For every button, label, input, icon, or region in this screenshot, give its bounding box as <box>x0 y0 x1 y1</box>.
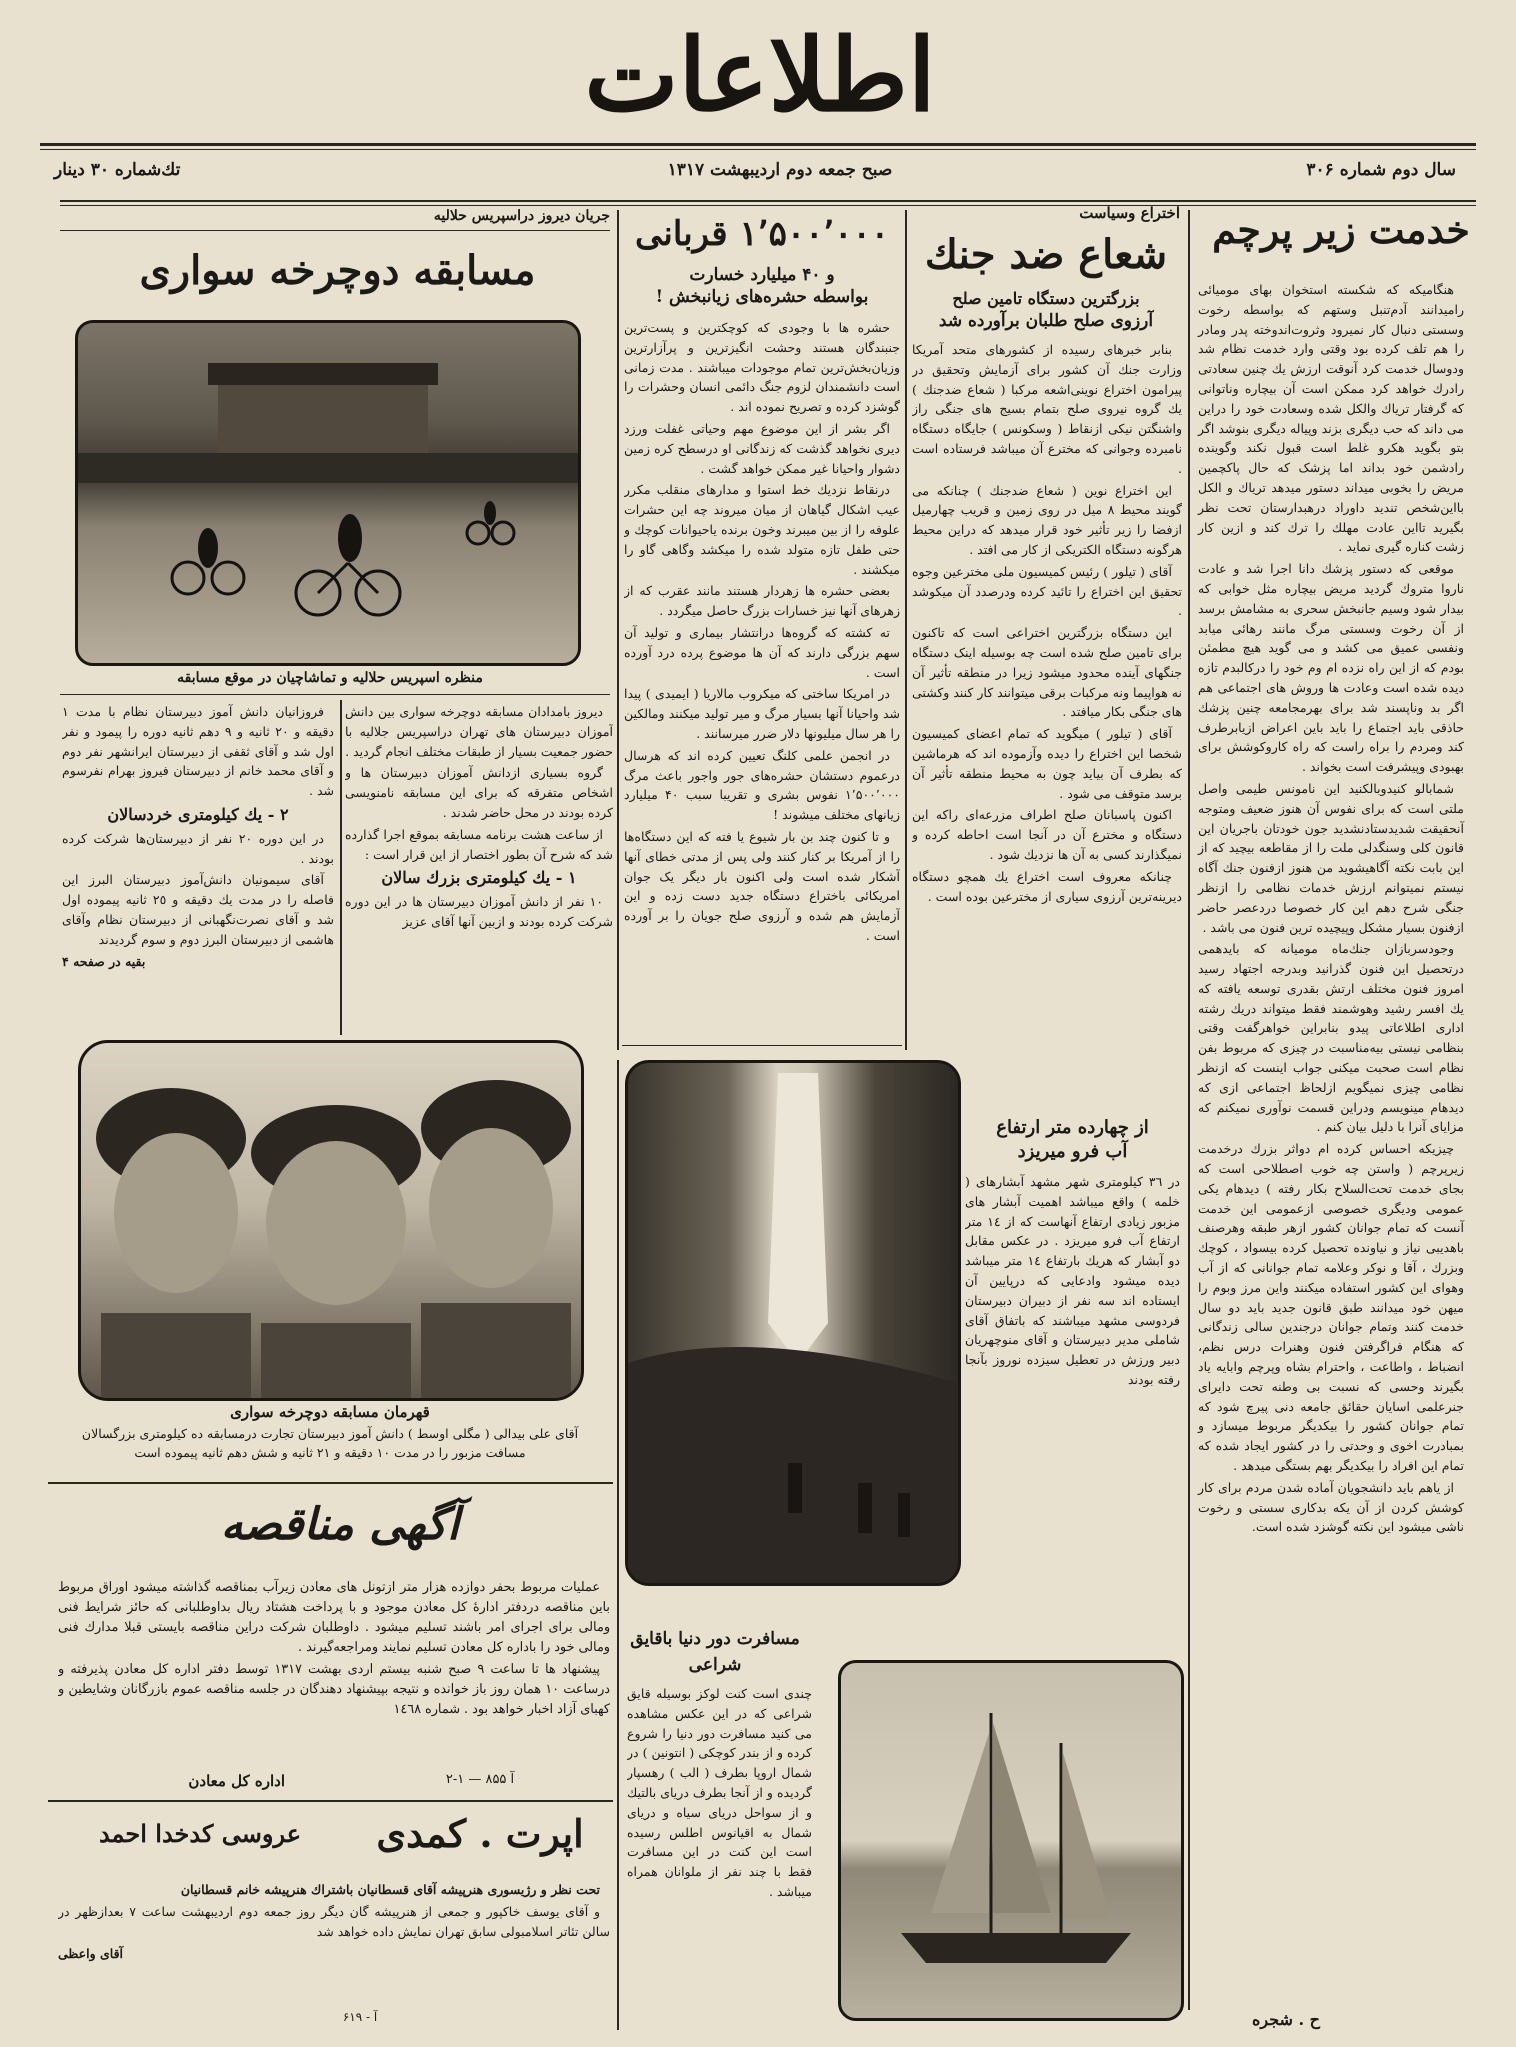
col4-paragraph: فروزانیان دانش آموز دبیرستان نظام با مدت ١ دقیقه و ٢٠ ثانیه و ٩ دهم ثانیه دوره را پیمود و نفر اول شد و آقای ثقفی از دبیرستان ایرانشهر نفر دوم و آقای محمد خانم از دبیرستان فیروز بهرام نفرسوم شد . <box>62 704 334 799</box>
col4-paragraph: دیروز بامدادان مسابقه دوچرخه سواری بین دانش آموزان دبیرستان های تهران دراسپریس جلالیه با حضور جمعیت بسیار از طبقات مختلف انجام گردید . <box>345 704 613 759</box>
dateline-issue: سال دوم شماره ۳۰۶ <box>1306 160 1456 180</box>
cycling-photo-art <box>78 323 578 663</box>
col1-signature: ح . شجره <box>1252 2010 1320 2029</box>
col4-subhead-2: ٢ - یك کیلومتری خردسالان <box>107 804 289 824</box>
col-rule-3 <box>617 210 619 1050</box>
dateline-rule <box>60 200 1476 202</box>
col1-paragraph: از یاهم باید دانشجویان آماده شدن مردم برای کار کوشش کردن از آن یکه بدکاری سستی و رخوت ناشی میشود این نکته گوشزد شده است. <box>1198 1479 1464 1535</box>
col3-paragraph: بعضی حشره ها زهردار هستند مانند عقرب که از زهرهای آنها نیز خسارات بزرگ حاصل میگردد . <box>624 583 900 619</box>
col2-paragraph: اکنون پاسبانان صلح اطراف مزرعه‌ای راکه این دستگاه و مخترع آن در آنجا است احاطه کرده و نمیگذارند کسی به آن ها نزدیك شود . <box>912 807 1182 862</box>
masthead-title: اطلاعات <box>584 16 936 134</box>
waterfall-photo-art <box>628 1063 958 1583</box>
col3-paragraph: اگر بشر از این موضوع مهم وحیاتی غفلت ورزد دیری نخواهد گذشت که زندگانی او درسطح کره زمین دشوار واحیانا غیر ممکن خواهد گشت . <box>624 420 900 476</box>
col2-paragraph: آقای ( تیلور ) میگوید که تمام اعضای کمیسیون شخصا این اختراع را دیده وآزموده اند که هرماشین که بطرف آن بیاید چون به محیط منطقه تأثیر آن برسد متوقف می شود . <box>912 726 1182 801</box>
col1-title: خدمت زیر پرچم <box>1212 207 1470 252</box>
waterfall-stream-shape <box>768 1073 828 1363</box>
col2-subhead-1: بزرگترین دستگاه تامین صلح <box>952 289 1140 308</box>
dateline <box>40 156 1476 186</box>
operetta-title-left: عروسی کدخدا احمد <box>98 1819 302 1848</box>
operetta-line: و آقای یوسف خاکپور و جمعی از هنرپیشه گان دیگر روز جمعه دوم اردیبهشت ساعت ٧ بعدازظهر در سالن تئاتر اسلامبولی سابق تهران نمایش داده خواهد شد <box>58 1904 610 1939</box>
col3-paragraph: حشره ها با وجودی که کوچکترین و پست‌ترین جنبندگان هستند وحشت انگیزترین و پرآزارترین وزیان‌بخش‌ترین تمام موجودات میباشند . مدت زمانی است دانشمندان لزوم جنگ دائمی انسان وحشرات را گوشزد کرده و تصریح نموده اند . <box>624 320 900 415</box>
col4-left-body <box>62 702 334 1032</box>
sail-shape-3 <box>1063 1753 1111 1918</box>
col1-paragraph: چیزیکه احساس کرده ام دواثر بزرك درخدمت زیرپرچم ( واستن چه خوب اصطلاحی است که بجای خدمت تحت‌السلاح بکار رفته ) دیدهام یکی عمومی ودیگری خصوصی ازعمومی این خدمت آنست که تمام جوانان کشور ازهر طبقه وهرصنف باهدیبی نیاز و نیاونده تحصیل کرده بیسواد ، کوچك وبزرك ، آقا و نوکر وعلامه تمام جوانانی که از آب وهوای این کشور استفاده میکنند واین مرز وبوم را میهن خود میدانند طبق قانون جدید باید دو سال خدمت کنند وتمام جوانان درجندين سالی زندگانی که هنگام فراگرفتن فنون وهنرات درس نظم، انضباط ، واطاعت ، واحترام بشاه وپرچم وابایه یاد بگیرند وحسی که نسبت بی وطنه تحت دایرای جنرعلمی اسایان حقائق جامعه دنی پیرچ شود که تمام جوانان کشور را بیکدیگر مربوط میسازد و بمبادرت اخوی و وحدتی را در کشور ایجاد شده که تمام این افراد را بیکدیگر بهم بستگی میدهد . <box>1198 1141 1464 1474</box>
dateline-rule-2 <box>60 205 1476 206</box>
col4-paragraph: گروه بسیاری ازدانش آموزان دبیرستان ها و اشخاص متفرقه که برای این مسابقه نامنویسی کرده بودند در محل حاضر شدند . <box>345 765 613 820</box>
waterfall-title-2: آب فرو میریزد <box>1017 1141 1128 1162</box>
face-shapes <box>114 1128 553 1305</box>
col1-paragraph: وجودسربازان جنك‌ماه مومیانه که بایدهمی درتحصیل این فنون گذرانید وبدرجه اجتهاد رسید امروز فنون مختلف ارتش بقدری توسعه یافته که یك افسر رشید وهوشمند فقط میتواند دریك رشته اداری اطلاعاتی پیدو بنابراین خواهرگفت وقتی بنظامی نیستی بیه‌مناسبت در چیزی که مربوط بفن نظام است صحبت میکنی جواب اینست که ازنظر نظامی چیزی نمیگویم ازلحاظ اجتماعی ازی که دیدهام مینویسم ودراین قسمت نوآوری نمیکنم که مزایای آنرا با دلیل بیان کنم . <box>1198 941 1464 1135</box>
tender-signature: اداره کل معادن <box>188 1772 285 1790</box>
grandstand-shape <box>218 385 428 455</box>
col3-paragraph: درنقاط نزدیك خط استوا و مدارهای منقلب مکرر عیب اشکال گیاهان از میان میروند چه این حشرات علوفه را از بین میبرند وخون برنده یاحیوانات کوچك و حتی طفل تازه متولد شده را میکشد وگاهی گاو را میکشند . <box>624 482 900 577</box>
waterfall-photo <box>625 1060 961 1586</box>
col2-paragraph: این اختراع نوین ( شعاع ضدجنك ) چنانکه می گویند محیط ٨ میل در روی زمین و قریب چهارمیل ازفضا را زیر تأثیر خود قرار میدهد که دراین محیط هرگونه دستگاه الکتریکی از کار می افتد . <box>912 482 1182 557</box>
tender-paragraph: پیشنهاد ها تا ساعت ٩ صبح شنبه بیستم اردی بهشت ١٣١٧ توسط دفتر اداره کل معادن پذیرفته و درساعت ١٠ همان روز باز خوانده و نتیجه بپیشنهاد دهندگان در جلسه مناقصه عموم بازرگانان وشایطین و کهبای آزاد اخبار خواهد بود . شماره ١٤٦٨ <box>58 1662 610 1717</box>
grandstand-roof-shape <box>208 363 438 385</box>
operetta-header <box>55 1812 610 1872</box>
col3-subhead-2: بواسطه حشره‌های زیانبخش ! <box>655 287 869 307</box>
col3-subhead-1: و ۴۰ میلیارد خسارت <box>689 265 835 285</box>
col3-paragraph: ته کشته که گروه‌ها درانتشار بیماری و تولید آن سهم بزرگی دارند که آن ها موضوع پرده درد آورده است . <box>624 624 900 680</box>
col4-caption-rule <box>60 694 610 695</box>
col3-bottom-rule <box>622 1045 902 1046</box>
col4-paragraph: آقای سیمونیان دانش‌آموز دبیرستان البرز این فاصله را در مدت یك دقیقه و ٢٥ ثانیه پیموده اول شد و آقای نصرت‌نگهبانی از دبیرستان نظام وآقای هاشمی از دبیرستان البرز دوم و سوم گردیدند <box>62 872 334 947</box>
operetta-line: تحت نظر و رژیسوری هنرپیشه آقای قسطانیان باشتراك هنرپیشه خانم قسطانیان <box>180 1882 600 1897</box>
col3-title: ۱٬۵۰۰٬۰۰۰ قربانی <box>635 214 889 254</box>
crowd-shape <box>78 453 578 483</box>
voyage-photo-art <box>841 1663 1181 2018</box>
tender-body <box>58 1578 610 1768</box>
col3-paragraph: و تا کنون چند بن بار شیوع یا فته که این دستگاه‌ها را از آمریکا بر کنار کنند ولی پس از مدتی خطای آنها آشکار شده است ولی اکنون بار دیگر یک جوان امریکائی باختراع دستگاه جدید دست زده و این آزمایش هم شده و آرزوی صلح جویان را بر آورده است . <box>624 828 900 943</box>
champion-photo-art <box>81 1043 581 1398</box>
operetta-line: آقای واعظی <box>58 1946 124 1961</box>
col2-kicker: اختراع وسیاست <box>1079 204 1180 222</box>
col3-body <box>624 318 900 1030</box>
col4-paragraph: ١٠ نفر از دانش آموزان دبیرستان ها در این دوره شرکت کرده بودند و ازبین آنها آقای عزیز <box>345 894 613 929</box>
col1-paragraph: هنگامیکه که شکسته استخوان بهای مومیائی رامیدانند آدم‌تنبل وستهم که بواسطه رخوت وسستی دنبال کار نمیرود وثروت‌اندوخته پدر ومادر را هم تلف کرده بود وقتی وارد خدمت نظام شد ودوسال خدمت کرد آنوقت ارزش یك چنین سعادتی رادرك خواهد کرد ممکن است آن بیچاره وناتوانی که گرفتار تریاك والکل شده وسعادت خود را دراین می داند که حب دیگری بزند وپیاله دیگری بنوشد اگر بتو بگوید هکرو غلط است قبول نکند وگوینده رادشمن خود بداند اما پزشک که حال پاکچمین مریض را بخوبی میداند دستور میدهد تریاك و الکل بااین‌شخص تندید داوراد درهبدارستان تحت نظر بگیرید تااین عادت مهلك را ترك کند و ازین کار زشت کناره گیری نماید . <box>1198 282 1464 555</box>
col2-paragraph: بنابر خبرهای رسیده از کشورهای متحد آمریکا وزارت جنك آن کشور برای آزمایش وتحقیق در پیرامون اختراع نوینی‌اشعه مرکبا ( شعاع ضدجنك ) یك گروه نیروی صلح بتمام بسیج های جنگی راز واشنگتن نیکی ازنقاط ( وسکونس ) جایگاه دستگاه نامبرده وجوانی که مخترع آن میباشد فرستاده است . <box>912 342 1182 476</box>
cycling-photo-caption: منظره اسپریس حلالیه و تماشاچیان در موقع مسابقه <box>177 670 483 686</box>
tender-bottom-rule <box>48 1800 613 1802</box>
col4-paragraph: از ساعت هشت برنامه مسابقه بموقع اجرا گذارده شد که شرح آن بطور اختصار از این قرار است : <box>345 826 613 862</box>
operetta-body <box>58 1880 610 2010</box>
col-rule-5 <box>617 1060 619 2030</box>
operetta-title-right: اپرت . کمدی <box>376 1811 584 1856</box>
dateline-date: صبح جمعه دوم اردیبهشت ۱۳۱۷ <box>667 160 893 180</box>
cyclist-figures <box>198 501 496 568</box>
tender-title: آگهی مناقصه <box>220 1499 460 1550</box>
operetta-code: آ - ۶۱۹ <box>342 2010 378 2024</box>
col4-subhead: ١ - یك کیلومتری بزرك سالان <box>381 868 577 888</box>
col4-title: مسابقه دوچرخه سواری <box>139 247 536 294</box>
col4-right-body <box>345 702 613 1032</box>
waterfall-title-1: از چهارده متر ارتفاع <box>996 1117 1149 1138</box>
waterfall-body: در ٣٦ کیلومتری شهر مشهد آبشارهای ( خلمه ) واقع میباشد اهمیت آبشار های مزبور زیادی ارتفاع آنهاست که از ١٤ متر ارتفاع آب فرو میریزد . در عکس مقابل دو آبشار که هریك بارتفاع ١٤ متر میباشد دیده میشود وادعایی که درپایین آن ایستاده اند سه نفر از دبیران دبیرستان فردوسی مشهد میباشند که باتفاق آقای شاملی مدیر دبیرستان و آقای منوچهریان دبیر ورزش در تعطیل سیزده نوروز بآنجا رفته بودند <box>965 1174 1180 1387</box>
masthead-rule-top <box>40 143 1476 146</box>
champion-caption-text: آقای علی بیدالی ( مگلی اوسط ) دانش آموز دبیرستان تجارت درمسابقه ده کیلومتری بزرگسالان مسافت مزبور را در مدت ١٠ دقیقه و ٢١ ثانیه و شش دهم ثانیه پیموده است <box>81 1426 579 1460</box>
voyage-title-2: شراعی <box>688 1655 742 1675</box>
boat-hull-shape <box>901 1933 1131 1963</box>
col2-paragraph: چنانکه معروف است اختراع یك همچو دستگاه دیرینه‌ترین آرزوی سیاری از مخترعین بوده است . <box>912 868 1182 904</box>
continued-note: بقیه در صفحه ۴ <box>62 953 146 969</box>
col2-title: شعاع ضد جنك <box>924 231 1168 278</box>
col1-body <box>1190 280 1472 2000</box>
col4-kicker: جریان دیروز دراسپریس حلالیه <box>433 208 610 224</box>
col2-subhead-2: آرزوی صلح طلبان برآورده شد <box>938 311 1154 331</box>
voyage-title-1: مسافرت دور دنیا باقایق <box>630 1629 800 1649</box>
col3-paragraph: در امریکا ساختی که میکروب مالاریا ( ایمیدی ) پیدا شد واحیانا آنها بسیار مرگ و میر تولید میکنند ومالکین را هر سال میلیونها دلار ضرر میرسانند . <box>624 686 900 741</box>
col1-paragraph: موقعی که دستور پزشك دانا اجرا شد و عادت ناروا متروك گردید مریض بیچاره مثل خوابی که بیدار شود وسیم جانبخش سحری به مشامش برسد از آن رخوت وسستی مرگ مانند رهائی میابد ونفسی عمیق می کشد و می گوید هیچ مطمئن بودم که از این راه نزده ام وم خود را درکالبدم تازه دیده شده است وعادت ها وروش های اجتماعی هم اگر بد وناپسند شد برای بهرمجامعه چنین پزشك حاذقی باید اجتماع را باید باین اعراض ازیابرطرف کند ومردم را براه راست که راه کاروکوشش برای بهبودی وپیشرفت است بخواند . <box>1198 561 1464 775</box>
col4-paragraph: در این دوره ٢٠ نفر از دبیرستان‌ها شرکت کرده بودند . <box>62 830 334 866</box>
col2-paragraph: آقای ( تیلور ) رئیس کمیسیون ملی مخترعین وجوه تحقیق این اختراع را تائید کرده ودرصدد آن میکوشد . <box>912 563 1182 619</box>
voyage-photo <box>838 1660 1184 2021</box>
col2-paragraph: این دستگاه بزرگترین اختراعی است که تاکنون برای تامین صلح شده است چه بوسیله اینک دستگاه جنگهای آینده محدود میشود زیرا در منطقه تأثیر آن نه هواپیما ونه مرکبات برقی میتوانند کار کنند وکشتی های جنگی بکار میافتد . <box>912 625 1182 720</box>
sail-icon <box>993 1723 1051 1913</box>
col1-paragraph: شمابالو کنیدوبالکنید این نامونس طیمی واصل ملتی است که برای نفوس آن هنوز ضعیف ومتوجه آنحقیقت شدیدستادنشدید جون خودتان باجریان این قانون کلی وسنگدلی ملت را از مقاطعه بیچید که از این بابت نکته آگاهیشوید من هنوز ازفنون جنك آگاه نیستم نمیتوانم ارزش خدمات نظامی را ازنظر جنگی شرح دهم این کار خصوصا دردعصر حاضر ازفنون بسیار مشکل وپیچیده ترین فنون می باشد . <box>1198 780 1464 935</box>
champion-photo <box>78 1040 584 1401</box>
col4-kicker-rule <box>60 230 610 231</box>
shirt-shapes <box>101 1303 571 1398</box>
voyage-body: چندی است کنت لوکز بوسیله قایق شراعی که در این عکس مشاهده می کنید مسافرت دور دنیا را شروع کرده و از بندر کوچکی ( انتونین ) در شمال اروپا بطرف ( الب ) رهسپار گردیده و از آنجا بطرف دریای بالتیك و از سواحل دریای سیاه و دریای شمال به اقیانوس اطلس رسیده است این کنت در این مسافرت فقط با چند نفر از ملوانان همراه میباشد . <box>627 1686 812 1899</box>
masthead-rule-inner <box>40 149 1476 150</box>
cycling-photo <box>75 320 581 666</box>
tender-code: آ ۸۵۵ — ۱-۲ <box>445 1772 515 1787</box>
col3-paragraph: در انجمن علمی کلنگ تعیین کرده اند که هرسال درعموم دستشان حشره‌های جور واجور باعث مرگ ۱٬۵۰۰٬۰۰۰ نفوس بشری و تقریبا سبب ۴۰ میلیارد زیانهای مختلف میشوند ! <box>624 747 900 823</box>
col-rule-4 <box>340 700 342 1035</box>
champion-caption-title: قهرمان مسابقه دوچرخه سواری <box>230 1403 430 1421</box>
champion-bottom-rule <box>48 1482 613 1484</box>
col2-body <box>912 340 1182 1032</box>
col-rule-2 <box>905 210 907 1050</box>
dateline-price: تك‌شماره ۳۰ دینار <box>54 160 181 180</box>
tender-paragraph: عملیات مربوط بحفر دوازده هزار متر ازتونل های معادن زیرآب بمناقصه گذاشته میشود اوراق مربوط باین مناقصه دردفتر ادارهٔ کل معادن موجود و با پرداخت هشتاد ریال بداوطلبانی که حائز شرایط فنی ومالی برای اجرای امر باشند تسلیم میشود . داوطلبان شرکت دراین مناقصه بایستی قبلا مدارك فنی ومالی خود را باداره کل معادن تسلیم نمایند ومراجعه‌گیرند . <box>58 1580 610 1655</box>
sail-shape-2 <box>931 1733 989 1913</box>
